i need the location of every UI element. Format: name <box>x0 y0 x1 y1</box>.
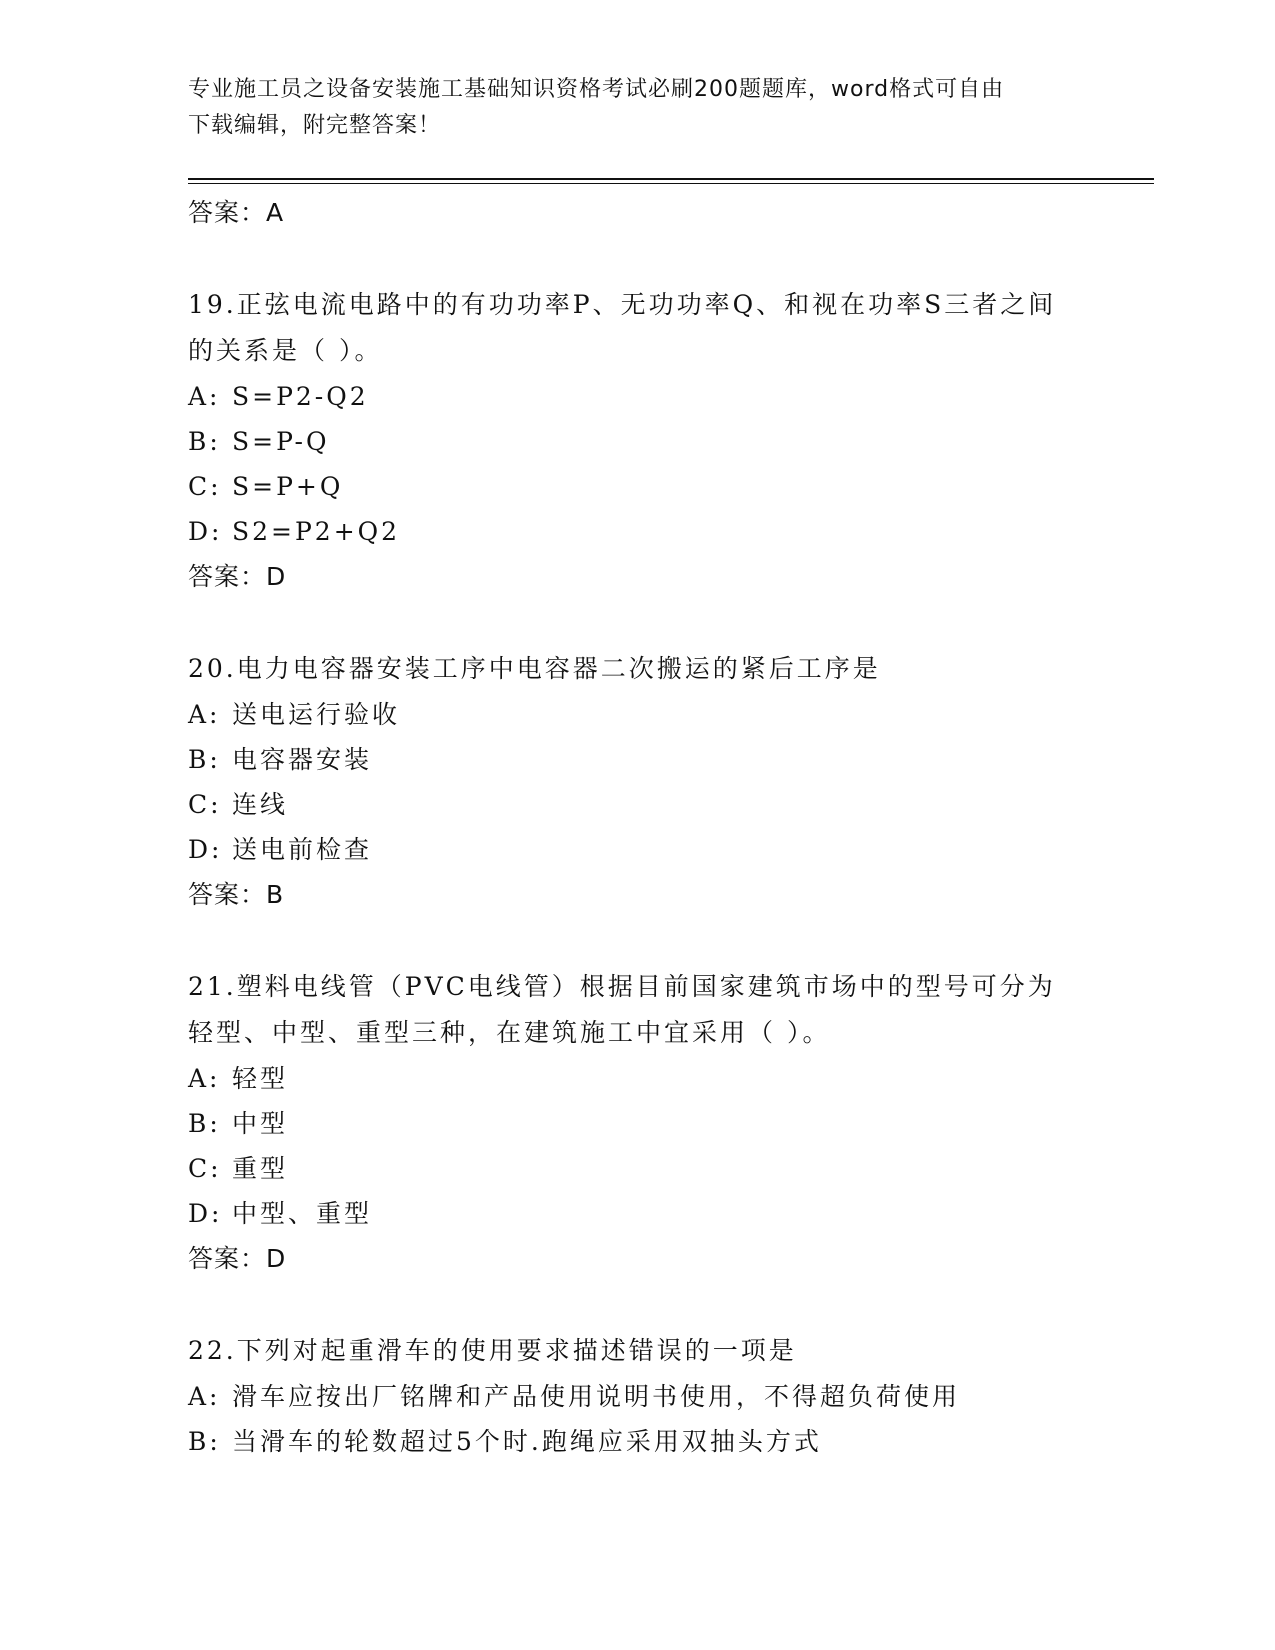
option-text: S=P2-Q2 <box>232 382 369 411</box>
question-item <box>188 282 1068 600</box>
option-c <box>188 1146 1068 1191</box>
option-a <box>188 374 1068 419</box>
question-text: 19.正弦电流电路中的有功功率P、无功功率Q、和视在功率S三者之间的关系是（ ）。 <box>188 290 1057 365</box>
option-key: C: <box>188 1154 222 1183</box>
option-text: 当滑车的轮数超过5个时.跑绳应采用双抽头方式 <box>232 1427 822 1456</box>
option-c <box>188 782 1068 827</box>
option-text: 重型 <box>232 1154 289 1183</box>
option-d <box>188 509 1068 554</box>
header-divider-thin <box>188 183 1154 184</box>
option-b <box>188 419 1068 464</box>
answer-line: 答案：B <box>188 880 285 909</box>
option-c <box>188 464 1068 509</box>
option-text: 中型 <box>232 1109 289 1138</box>
option-key: A: <box>188 1382 221 1411</box>
option-a <box>188 1374 1068 1419</box>
question-text: 20.电力电容器安装工序中电容器二次搬运的紧后工序是 <box>188 654 881 683</box>
option-text: 送电前检查 <box>232 835 373 864</box>
option-text: 滑车应按出厂铭牌和产品使用说明书使用，不得超负荷使用 <box>232 1382 961 1411</box>
option-b <box>188 737 1068 782</box>
option-key: B: <box>188 1109 221 1138</box>
answer-line: 答案：D <box>188 1244 287 1273</box>
option-d <box>188 1191 1068 1236</box>
option-key: B: <box>188 1427 221 1456</box>
question-item <box>188 964 1068 1282</box>
header-divider <box>188 178 1154 180</box>
document-header <box>188 72 1068 144</box>
answer-line: 答案：A <box>188 198 285 227</box>
option-key: D: <box>188 1199 223 1228</box>
header-line-2: 下载编辑，附完整答案！ <box>188 113 442 138</box>
question-text: 21.塑料电线管（PVC电线管）根据目前国家建筑市场中的型号可分为轻型、中型、重型三种，在建筑施工中宜采用（ ）。 <box>188 972 1056 1047</box>
answer-line: 答案：D <box>188 562 287 591</box>
header-line-1: 专业施工员之设备安装施工基础知识资格考试必刷200题题库，word格式可自由 <box>188 77 1005 102</box>
option-text: S=P+Q <box>232 472 344 501</box>
option-a <box>188 1056 1068 1101</box>
option-a <box>188 692 1068 737</box>
option-text: 轻型 <box>232 1064 289 1093</box>
option-b <box>188 1419 1068 1464</box>
option-key: A: <box>188 382 221 411</box>
option-text: S2=P2+Q2 <box>232 517 401 546</box>
option-text: 送电运行验收 <box>232 700 401 729</box>
option-b <box>188 1101 1068 1146</box>
option-key: D: <box>188 517 223 546</box>
option-d <box>188 827 1068 872</box>
question-item <box>188 1328 1068 1464</box>
option-key: A: <box>188 700 221 729</box>
document-body <box>188 190 1068 1464</box>
option-key: B: <box>188 427 221 456</box>
question-text: 22.下列对起重滑车的使用要求描述错误的一项是 <box>188 1336 797 1365</box>
option-key: A: <box>188 1064 221 1093</box>
option-key: D: <box>188 835 223 864</box>
option-text: 中型、重型 <box>232 1199 373 1228</box>
option-text: S=P-Q <box>232 427 330 456</box>
option-text: 电容器安装 <box>232 745 373 774</box>
option-key: B: <box>188 745 221 774</box>
option-text: 连线 <box>232 790 289 819</box>
question-item <box>188 646 1068 918</box>
option-key: C: <box>188 790 222 819</box>
option-key: C: <box>188 472 222 501</box>
